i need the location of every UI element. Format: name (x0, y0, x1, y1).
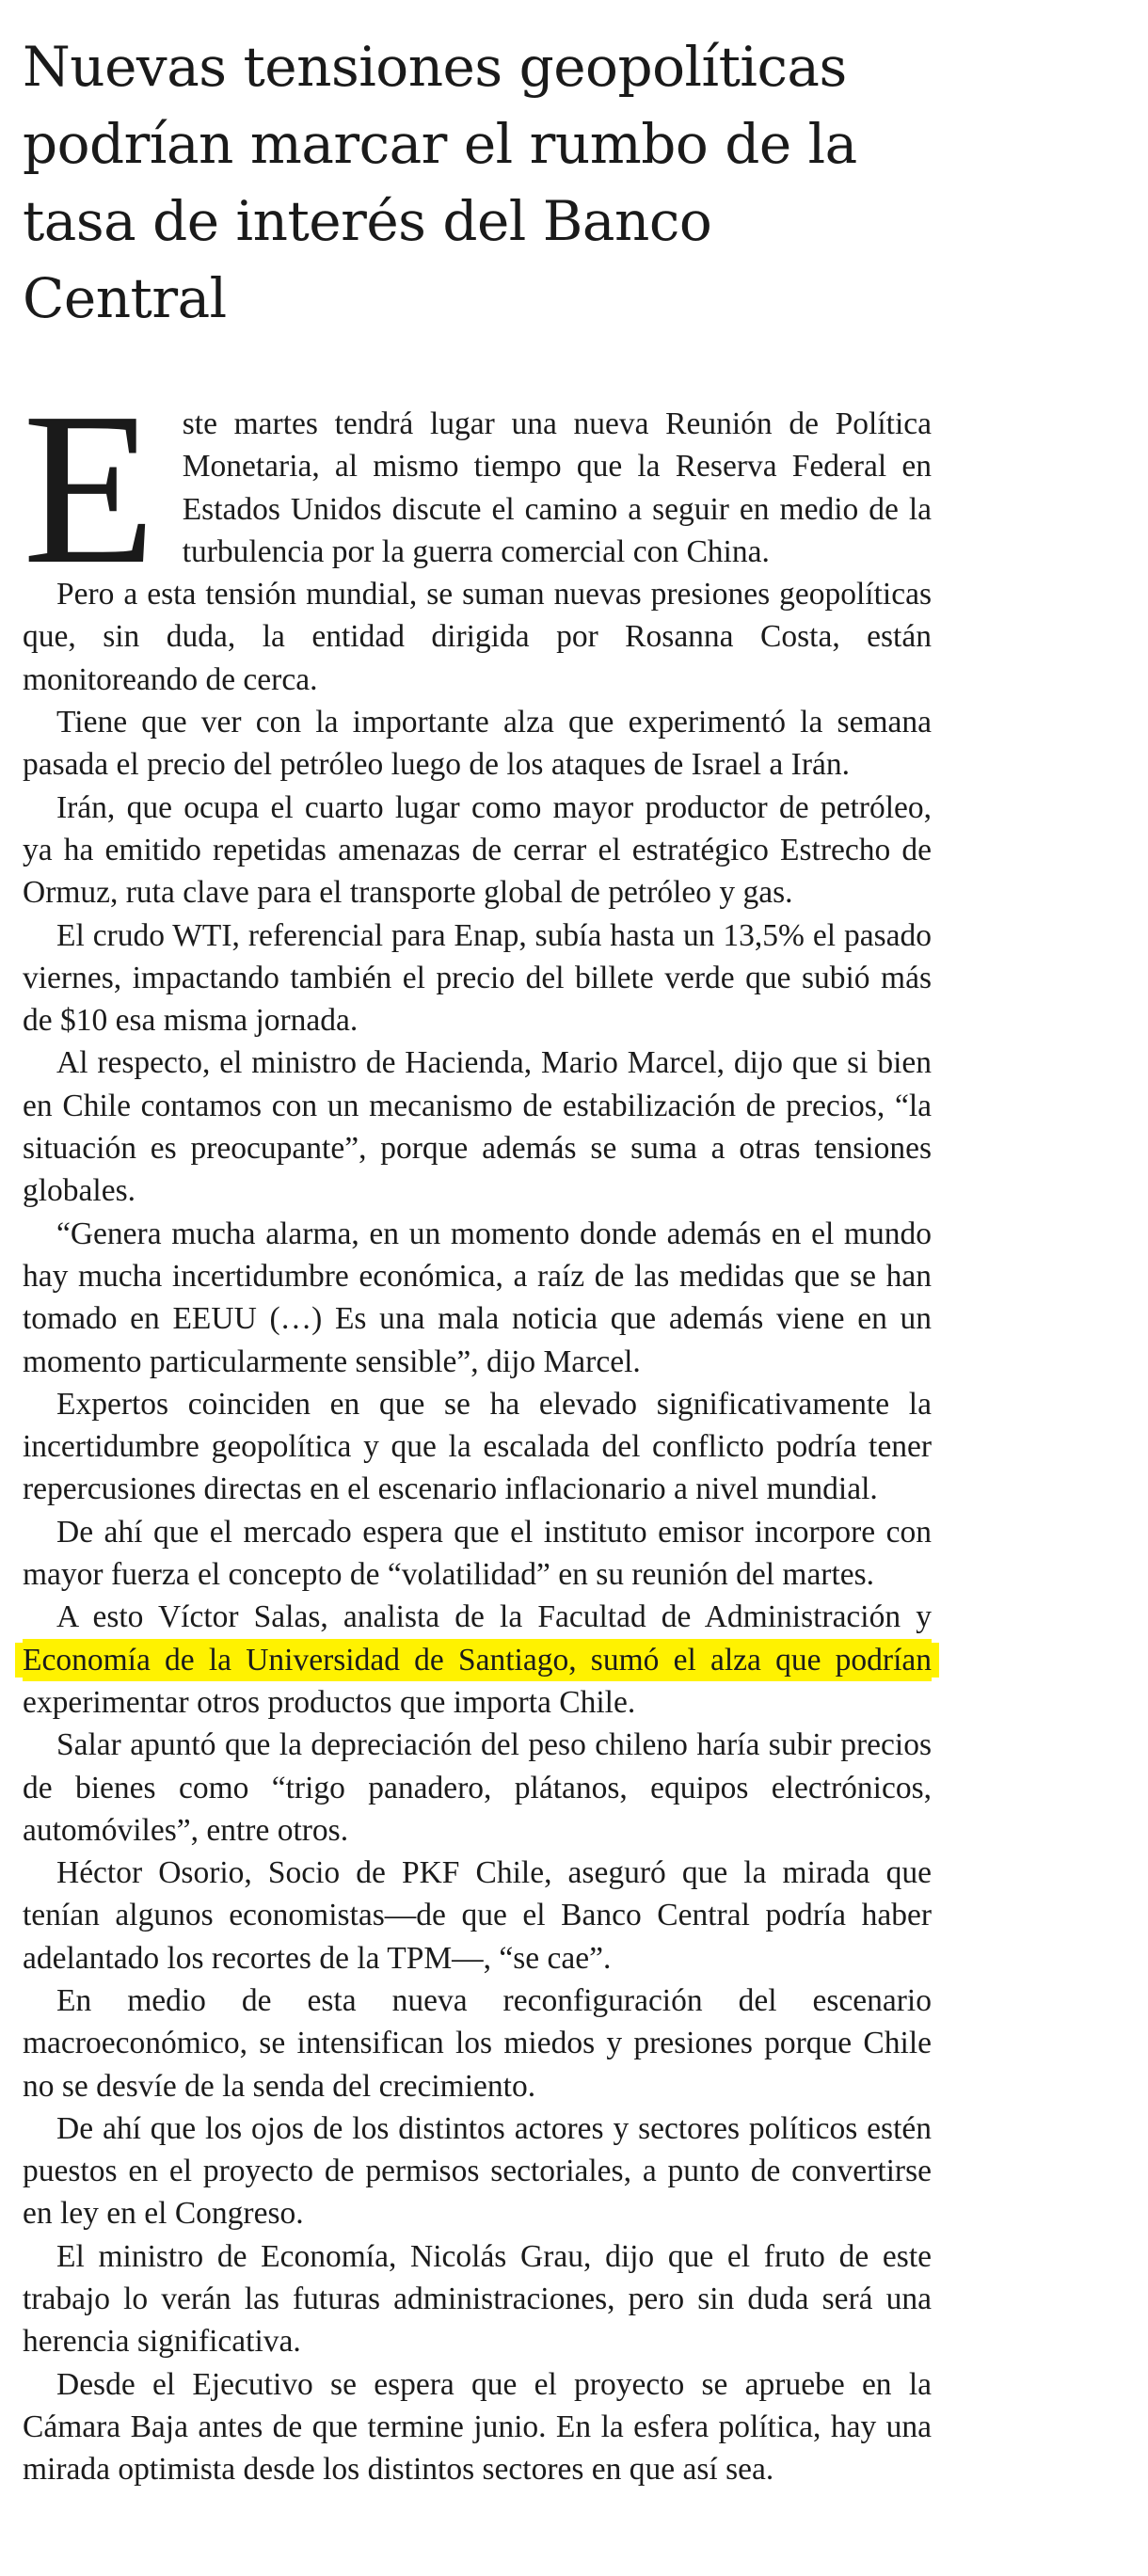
article-paragraph-16: Desde el Ejecutivo se espera que el proyecto se apruebe en la Cámara Baja antes de que termine junio. En la esfera política, hay una mirada optimista desde los distintos sectores en que así sea. (23, 2366, 932, 2488)
article-paragraph-5: El crudo WTI, referencial para Enap, subía hasta un 13,5% el pasado viernes, impactando también el precio del billete verde que subió más de $10 esa misma jornada. (23, 917, 932, 1039)
article-paragraph-7: “Genera mucha alarma, en un momento donde además en el mundo hay mucha incertidumbre económica, a raíz de las medidas que se han tomado en EEUU (…) Es una mala noticia que además viene en un momento particularmente sensible”, dijo Marcel. (23, 1216, 932, 1379)
article-paragraph-4: Irán, que ocupa el cuarto lugar como mayor productor de petróleo, ya ha emitido repetidas amenazas de cerrar el estratégico Estrecho de Ormuz, ruta clave para el transporte global de petróleo y gas. (23, 789, 932, 911)
article-paragraph-8: Expertos coinciden en que se ha elevado significativamente la incertidumbre geopolítica y que la escalada del conflicto podría tener repercusiones directas en el escenario inflacionario a nivel mundial. (23, 1386, 932, 1507)
article-paragraph-3: Tiene que ver con la importante alza que experimentó la semana pasada el precio del petróleo luego de los ataques de Israel a Irán. (23, 705, 932, 783)
article-paragraph-9: De ahí que el mercado espera que el instituto emisor incorpore con mayor fuerza el concepto de “volatilidad” en su reunión del martes. (23, 1514, 932, 1593)
article-paragraph-1 (23, 368, 932, 610)
article-paragraph-12: Héctor Osorio, Socio de PKF Chile, aseguró que la mirada que tenían algunos economistas—de que el Banco Central podría haber adelantado los recortes de la TPM—, “se cae”. (23, 1855, 932, 1976)
article-paragraph-13: En medio de esta nueva reconfiguración del escenario macroeconómico, se intensifican los miedos y presiones porque Chile no se desvíe de la senda del crecimiento. (23, 1982, 932, 2104)
article-paragraph-6: Al respecto, el ministro de Hacienda, Mario Marcel, dijo que si bien en Chile contamos con un mecanismo de estabilización de precios, “la situación es preocupante”, porque además se suma a otras tensiones globales. (23, 1045, 932, 1209)
paragraph-10-text-end: experimentar otros productos que importa Chile. (23, 1684, 636, 1720)
article-paragraph-2: Pero a esta tensión mundial, se suman nuevas presiones geopolíticas que, sin duda, la entidad dirigida por Rosanna Costa, están monitoreando de cerca. (23, 577, 932, 697)
article-paragraph-11: Salar apuntó que la depreciación del peso chileno haría subir precios de bienes como “trigo panadero, plátanos, equipos electrónicos, automóviles”, entre otros. (23, 1727, 932, 1848)
paragraph-10-text-start: A esto Víctor Salas, analista de la Facultad de Administración y (56, 1599, 932, 1635)
article-paragraph-15: El ministro de Economía, Nicolás Grau, dijo que el fruto de este trabajo lo verán las futuras administraciones, pero sin duda será una herencia significativa. (23, 2238, 932, 2360)
paragraph-1-text: ste martes tendrá lugar una nueva Reunión de Política Monetaria, al mismo tiempo que la Reserva Federal en Estados Unidos discute el camino a seguir en medio de la turbulencia por la guerra comercial con China. (182, 406, 932, 569)
highlighted-text: Economía de la Universidad de Santiago, sumó el alza que podrían (23, 1642, 932, 1678)
article-headline: Nuevas tensiones geopolíticas podrían marcar el rumbo de la tasa de interés del Banco Central (23, 35, 857, 330)
drop-cap: E (23, 368, 156, 610)
article-body (23, 368, 932, 2491)
article-paragraph-10 (23, 1596, 932, 1724)
article-paragraph-14: De ahí que los ojos de los distintos actores y sectores políticos estén puestos en el proyecto de permisos sectoriales, a punto de convertirse en ley en el Congreso. (23, 2110, 932, 2232)
